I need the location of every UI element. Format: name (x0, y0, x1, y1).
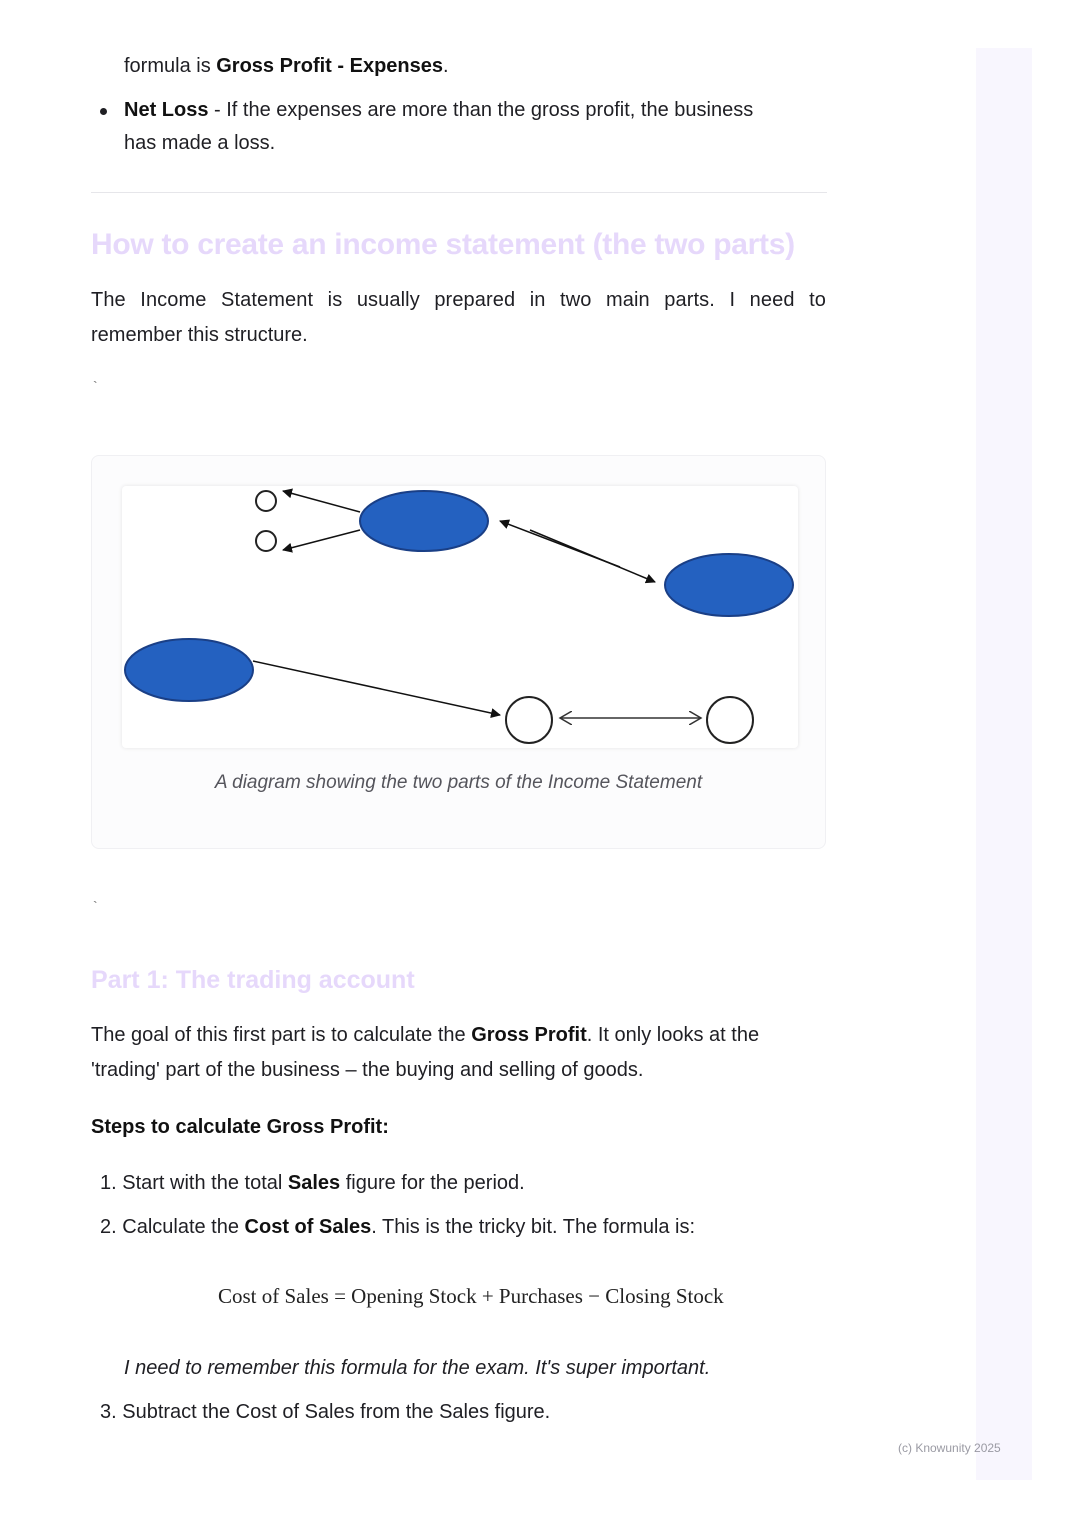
net-loss-line-2: has made a loss. (124, 132, 276, 154)
intro-paragraph-line-1: The Income Statement is usually prepared in two main parts. I need to (91, 289, 826, 311)
section-heading: How to create an income statement (the two parts) (91, 228, 795, 261)
text-prefix: Start with the total (122, 1172, 288, 1194)
stray-tick-mark: ` (93, 898, 98, 914)
part1-paragraph-line-2: 'trading' part of the business – the buying and selling of goods. (91, 1059, 644, 1081)
step-3 (100, 1395, 550, 1430)
small-node-circle (256, 491, 276, 511)
blue-ellipse-node (665, 554, 793, 616)
text-prefix: formula is (124, 55, 217, 77)
step-number: 3. (100, 1401, 117, 1423)
step-2 (100, 1210, 695, 1245)
stray-tick-mark: ` (93, 378, 98, 394)
text-suffix: . It only looks at the (586, 1024, 760, 1046)
blue-ellipse-node (125, 639, 253, 701)
text-suffix: figure for the period. (340, 1172, 525, 1194)
step-text: Subtract the Cost of Sales from the Sales figure. (122, 1401, 551, 1423)
small-node-circle (256, 531, 276, 551)
sales-bold: Sales (287, 1172, 341, 1194)
step-number: 1. (100, 1172, 117, 1194)
gross-profit-bold: Gross Profit (471, 1024, 587, 1046)
large-node-circle (506, 697, 552, 743)
text-suffix: . This is the tricky bit. The formula is: (371, 1216, 696, 1238)
text-prefix: Calculate the (122, 1216, 245, 1238)
net-loss-text: - If the expenses are more than the gross profit, the business (208, 99, 754, 121)
intro-paragraph-line-2: remember this structure. (91, 324, 308, 346)
step-number: 2. (100, 1216, 117, 1238)
diagram-arrow (283, 530, 360, 550)
figure-caption: A diagram showing the two parts of the Income Statement (214, 772, 703, 793)
diagram-arrow (283, 491, 360, 512)
copyright-footer: (c) Knowunity 2025 (898, 1441, 1001, 1455)
diagram-arrow (500, 521, 620, 567)
text-suffix: . (443, 55, 449, 77)
text-prefix: The goal of this first part is to calculate the (91, 1024, 472, 1046)
formula-bold: Gross Profit - Expenses (216, 55, 443, 77)
cost-of-sales-bold: Cost of Sales (244, 1216, 372, 1238)
diagram-arrow (253, 661, 500, 715)
formula-note: I need to remember this formula for the exam. It's super important. (124, 1357, 711, 1379)
cost-of-sales-formula: Cost of Sales = Opening Stock + Purchases − Closing Stock (218, 1284, 724, 1308)
blue-ellipse-node (360, 491, 488, 551)
part1-paragraph-line-1 (91, 1018, 759, 1053)
part1-heading: Part 1: The trading account (91, 966, 415, 994)
net-loss-term: Net Loss (124, 99, 209, 121)
steps-heading: Steps to calculate Gross Profit: (91, 1116, 389, 1138)
large-node-circle (707, 697, 753, 743)
step-1 (100, 1166, 525, 1201)
